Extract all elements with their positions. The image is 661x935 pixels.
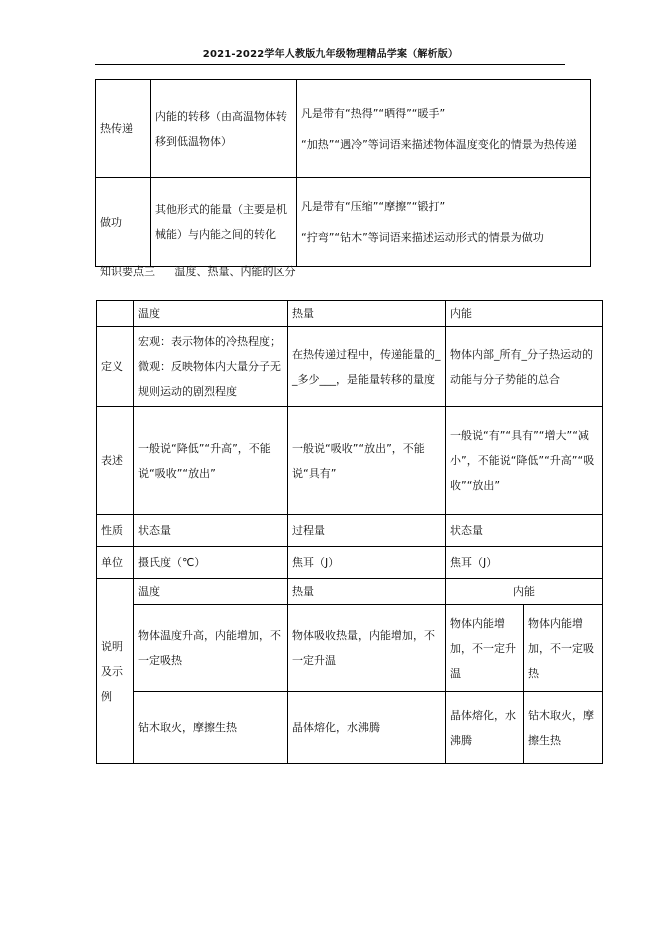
sub-header: 内能: [446, 579, 603, 605]
note-line: 凡是带有“压缩”“摩擦”“锻打”: [301, 200, 446, 213]
heat-transfer-work-table: [95, 79, 591, 267]
cell: 晶体熔化，水沸腾: [446, 692, 524, 764]
row-label: 单位: [97, 547, 134, 579]
header-divider: [95, 64, 565, 65]
row-note: [297, 178, 591, 267]
row-label: [97, 579, 134, 764]
row-label: 定义: [97, 327, 134, 407]
table-row: [97, 407, 603, 515]
cell: 物体内能增加，不一定升温: [446, 605, 524, 692]
row-label: 表述: [97, 407, 134, 515]
cell: 在热传递过程中，传递能量的__多少___，是能量转移的量度: [288, 327, 446, 407]
sub-header: 温度: [134, 579, 288, 605]
cell: 物体内部_所有_分子热运动的动能与分子势能的总合: [446, 327, 603, 407]
cell: 钻木取火，摩擦生热: [524, 692, 603, 764]
cell: 摄氏度（℃）: [134, 547, 288, 579]
cell: 物体内能增加，不一定吸热: [524, 605, 603, 692]
table-row: [97, 547, 603, 579]
cell: 宏观：表示物体的冷热程度；微观：反映物体内大量分子无规则运动的剧烈程度: [134, 327, 288, 407]
column-header: 温度: [134, 301, 288, 327]
cell: 物体温度升高，内能增加，不一定吸热: [134, 605, 288, 692]
page-header: 2021-2022学年人教版九年级物理精品学案（解析版）: [202, 49, 459, 60]
cell: 钻木取火，摩擦生热: [134, 692, 288, 764]
section-heading: [100, 264, 296, 280]
note-line: “拧弯”“钻木”等词语来描述运动形式的情景为做功: [301, 231, 544, 244]
table-row: [97, 579, 603, 605]
table-row: [97, 327, 603, 407]
row-description: 内能的转移（由高温物体转移到低温物体）: [151, 80, 297, 178]
cell: 状态量: [134, 515, 288, 547]
row-label-text: 说明及示例: [101, 639, 123, 703]
column-header: 内能: [446, 301, 603, 327]
cell: 一般说“有”“具有”“增大”“减小”，不能说“降低”“升高”“吸收”“放出”: [446, 407, 603, 515]
cell: 焦耳（J）: [288, 547, 446, 579]
table-row: [96, 178, 591, 267]
cell: 一般说“降低”“升高”，不能说“吸收”“放出”: [134, 407, 288, 515]
section-title: 温度、热量、内能的区分: [174, 265, 296, 278]
section-prefix: 知识要点三: [100, 265, 155, 278]
row-label: 性质: [97, 515, 134, 547]
row-note: [297, 80, 591, 178]
cell: 过程量: [288, 515, 446, 547]
table-row: [97, 692, 603, 764]
temperature-heat-energy-table: [96, 300, 603, 764]
cell: 一般说“吸收”“放出”，不能说“具有”: [288, 407, 446, 515]
row-label: 做功: [96, 178, 151, 267]
table-row: [96, 80, 591, 178]
cell: 晶体熔化，水沸腾: [288, 692, 446, 764]
corner-cell: [97, 301, 134, 327]
row-label: 热传递: [96, 80, 151, 178]
cell: 状态量: [446, 515, 603, 547]
table-header-row: [97, 301, 603, 327]
note-line: 凡是带有“热得”“晒得”“暖手”: [301, 106, 446, 120]
sub-header: 热量: [288, 579, 446, 605]
table-row: [97, 605, 603, 692]
note-line: “加热”“遇冷”等词语来描述物体温度变化的情景为热传递: [301, 137, 577, 151]
cell: 焦耳（J）: [446, 547, 603, 579]
column-header: 热量: [288, 301, 446, 327]
row-description: 其他形式的能量（主要是机械能）与内能之间的转化: [151, 178, 297, 267]
table-row: [97, 515, 603, 547]
cell: 物体吸收热量，内能增加，不一定升温: [288, 605, 446, 692]
